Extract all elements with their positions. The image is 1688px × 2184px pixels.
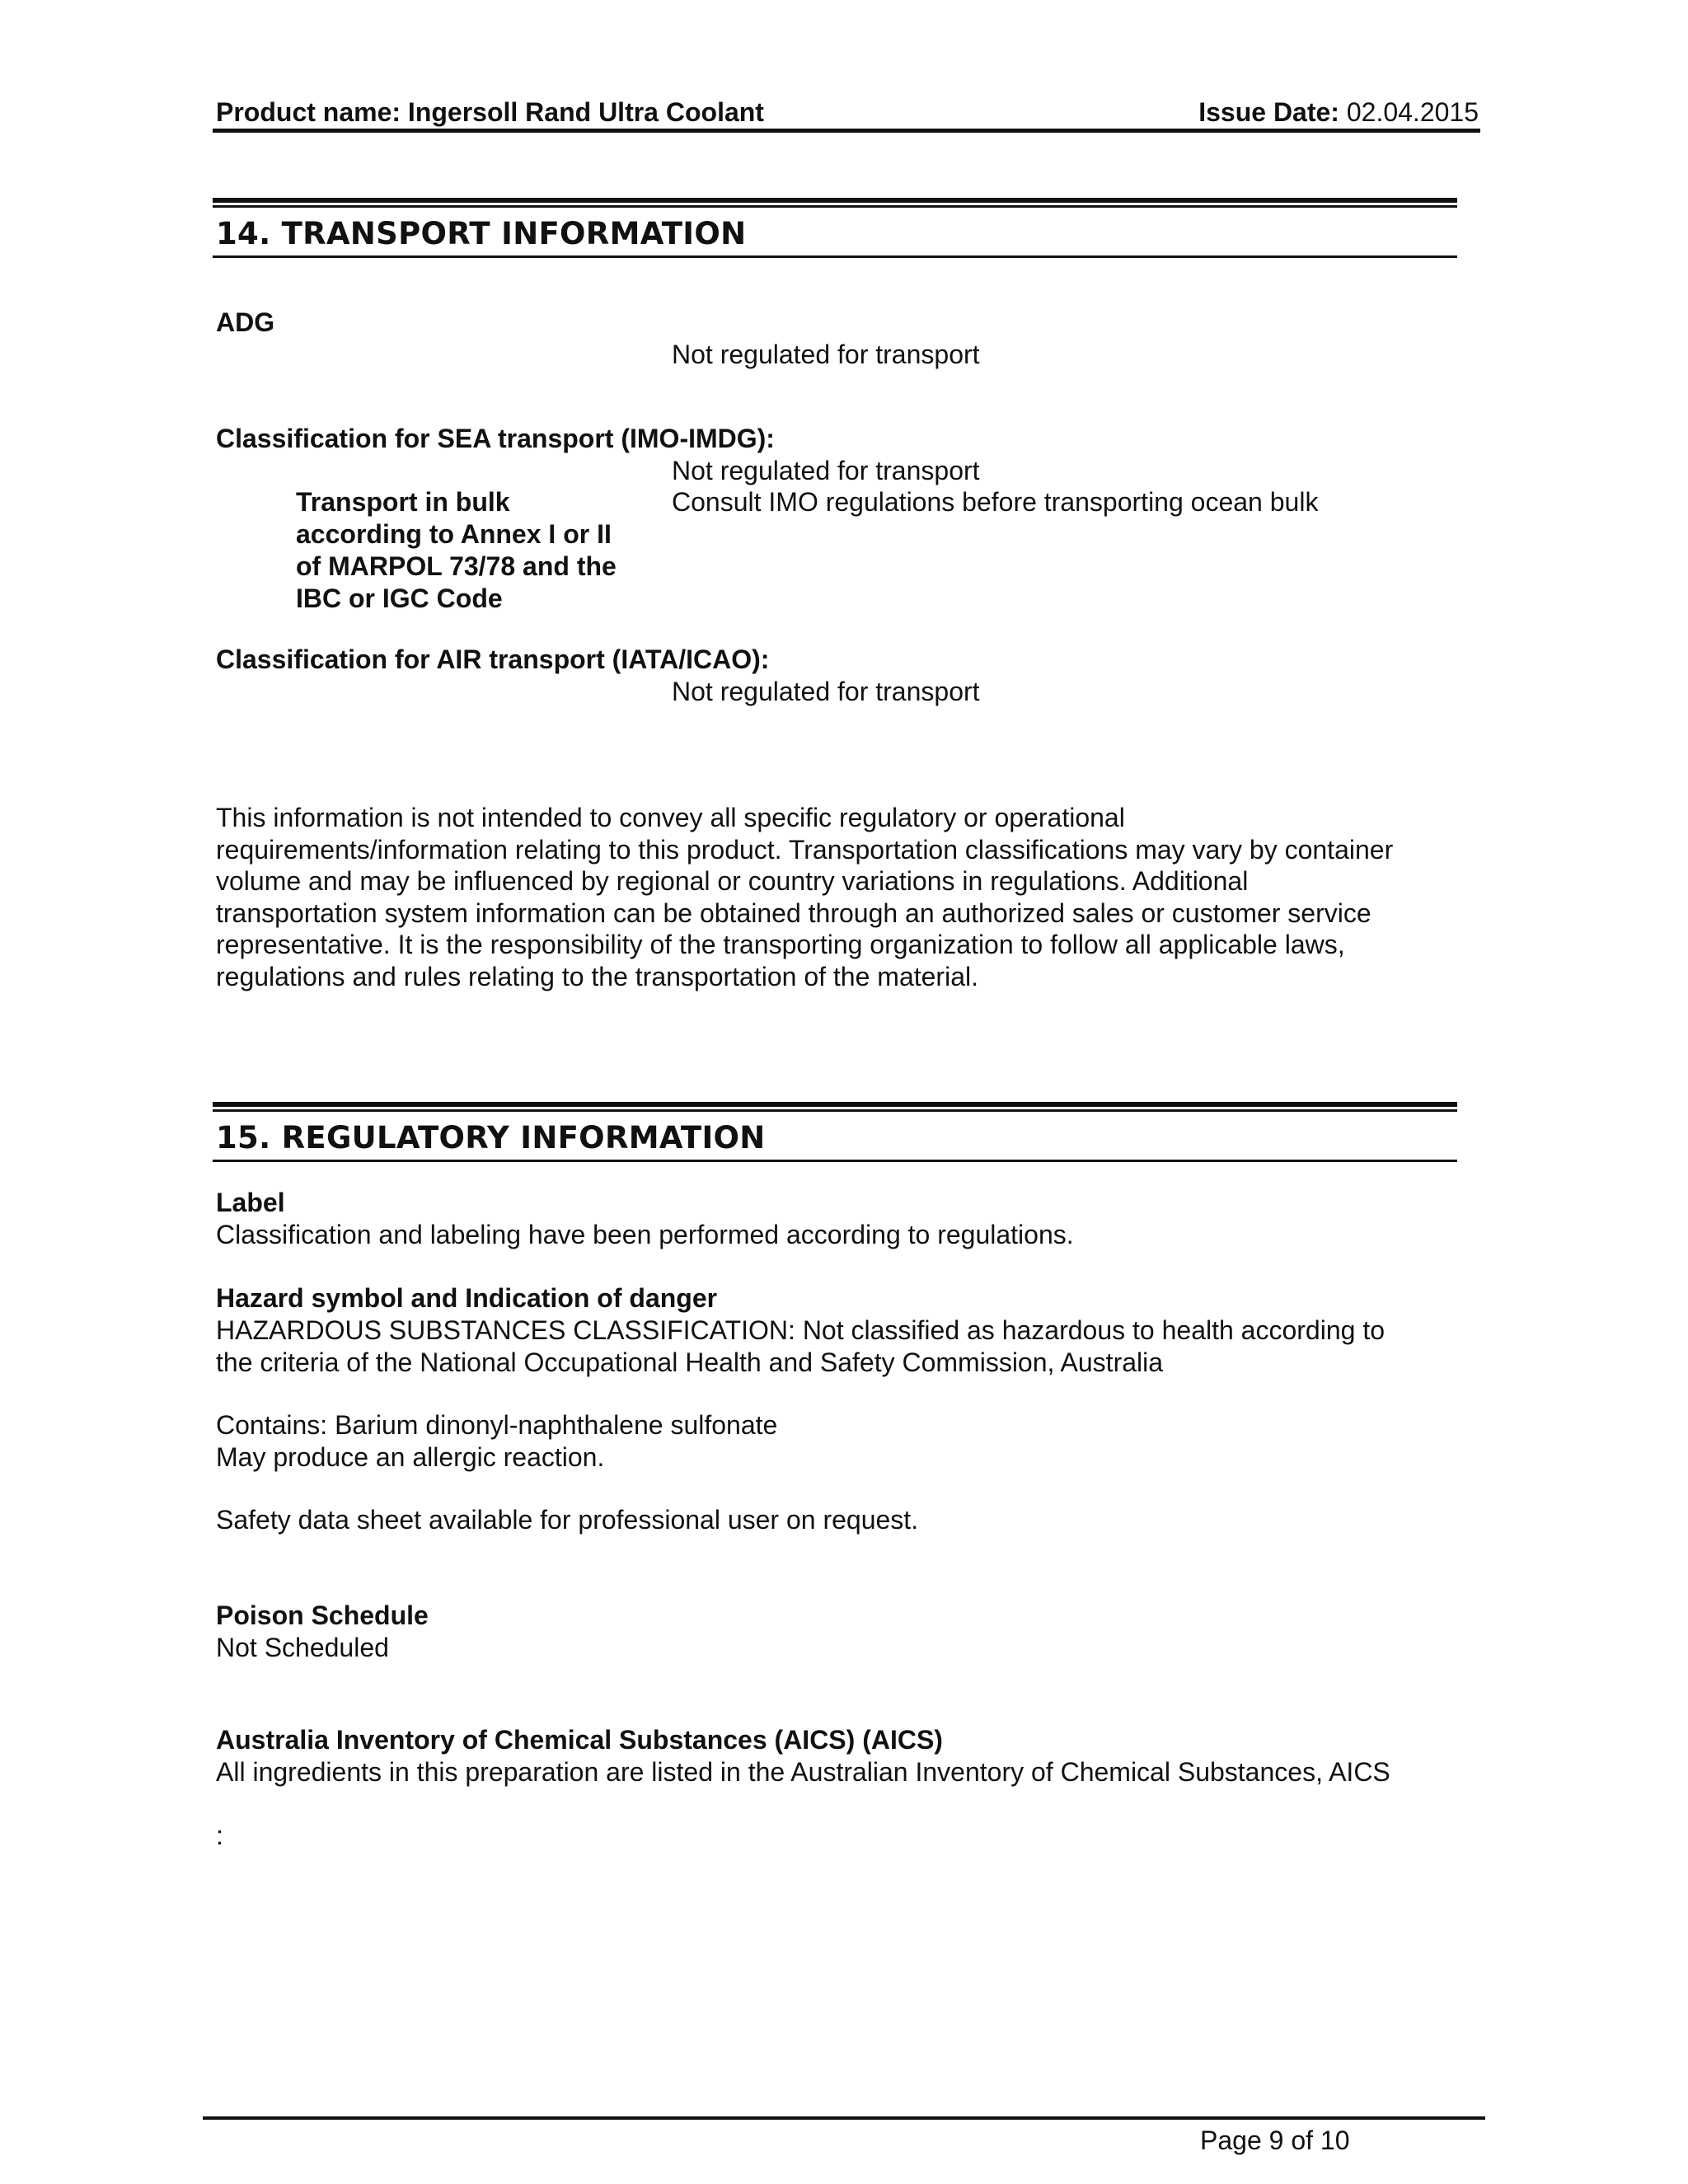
page-number: Page 9 of 10 bbox=[1200, 2125, 1350, 2155]
contains-line: May produce an allergic reaction. bbox=[216, 1441, 605, 1472]
contains-line: Contains: Barium dinonyl-naphthalene sulfonate bbox=[216, 1410, 778, 1440]
air-value: Not regulated for transport bbox=[672, 677, 980, 706]
hazard-line: HAZARDOUS SUBSTANCES CLASSIFICATION: Not classified as hazardous to health according to bbox=[216, 1315, 1385, 1345]
adg-label: ADG bbox=[216, 307, 275, 337]
trailing-colon: : bbox=[216, 1821, 223, 1850]
disclaimer-line: transportation system information can be obtained through an authorized sales or customer service bbox=[216, 898, 1372, 928]
bulk-label-line: according to Annex I or II bbox=[296, 519, 612, 549]
issue-date: 02.04.2015 bbox=[1346, 97, 1479, 127]
poison-text: Not Scheduled bbox=[216, 1633, 389, 1662]
section14-top-rule-thin bbox=[213, 205, 1457, 208]
section15-title: 15. REGULATORY INFORMATION bbox=[216, 1120, 766, 1155]
header-rule bbox=[213, 129, 1480, 133]
disclaimer-line: requirements/information relating to this product. Transportation classifications may vary by container bbox=[216, 834, 1394, 865]
bulk-label-line: Transport in bulk bbox=[296, 487, 510, 517]
transport-disclaimer bbox=[216, 802, 1393, 992]
sea-value: Not regulated for transport bbox=[672, 456, 980, 485]
adg-value: Not regulated for transport bbox=[672, 340, 980, 369]
label-text: Classification and labeling have been performed according to regulations. bbox=[216, 1220, 1074, 1249]
bulk-value: Consult IMO regulations before transporting ocean bulk bbox=[672, 487, 1319, 517]
contains-text bbox=[216, 1409, 777, 1473]
label-heading: Label bbox=[216, 1188, 285, 1217]
disclaimer-line: regulations and rules relating to the transportation of the material. bbox=[216, 961, 978, 991]
product-name: Ingersoll Rand Ultra Coolant bbox=[407, 97, 764, 127]
hazard-text bbox=[216, 1315, 1385, 1378]
section15-title-underline bbox=[213, 1160, 1457, 1162]
bulk-label-line: IBC or IGC Code bbox=[296, 583, 503, 613]
section14-title: 14. TRANSPORT INFORMATION bbox=[216, 216, 747, 251]
poison-heading: Poison Schedule bbox=[216, 1601, 429, 1630]
disclaimer-line: representative. It is the responsibility of the transporting organization to follow all applicable laws, bbox=[216, 930, 1345, 959]
aics-text: All ingredients in this preparation are listed in the Australian Inventory of Chemical Substances, AICS bbox=[216, 1757, 1390, 1787]
hazard-heading: Hazard symbol and Indication of danger bbox=[216, 1283, 718, 1313]
bulk-label-line: of MARPOL 73/78 and the bbox=[296, 551, 617, 581]
footer-rule bbox=[203, 2116, 1485, 2120]
sea-label: Classification for SEA transport (IMO-IMDG): bbox=[216, 424, 775, 453]
bulk-label bbox=[296, 486, 617, 615]
disclaimer-line: volume and may be influenced by regional or country variations in regulations. Additional bbox=[216, 866, 1249, 896]
section14-title-underline bbox=[213, 255, 1457, 258]
disclaimer-line: This information is not intended to convey all specific regulatory or operational bbox=[216, 803, 1125, 832]
section15-top-rule-thin bbox=[213, 1109, 1457, 1112]
header-issue-date bbox=[1198, 96, 1479, 129]
section15-top-rule-thick bbox=[213, 1102, 1457, 1107]
product-name-label: Product name: bbox=[216, 97, 401, 127]
issue-date-label: Issue Date: bbox=[1198, 97, 1339, 127]
hazard-line: the criteria of the National Occupational Health and Safety Commission, Australia bbox=[216, 1347, 1164, 1377]
header-product bbox=[216, 96, 764, 129]
section14-top-rule-thick bbox=[213, 198, 1457, 203]
sds-text: Safety data sheet available for professional user on request. bbox=[216, 1505, 919, 1535]
air-label: Classification for AIR transport (IATA/ICAO): bbox=[216, 644, 770, 674]
aics-heading: Australia Inventory of Chemical Substances (AICS) (AICS) bbox=[216, 1725, 943, 1755]
